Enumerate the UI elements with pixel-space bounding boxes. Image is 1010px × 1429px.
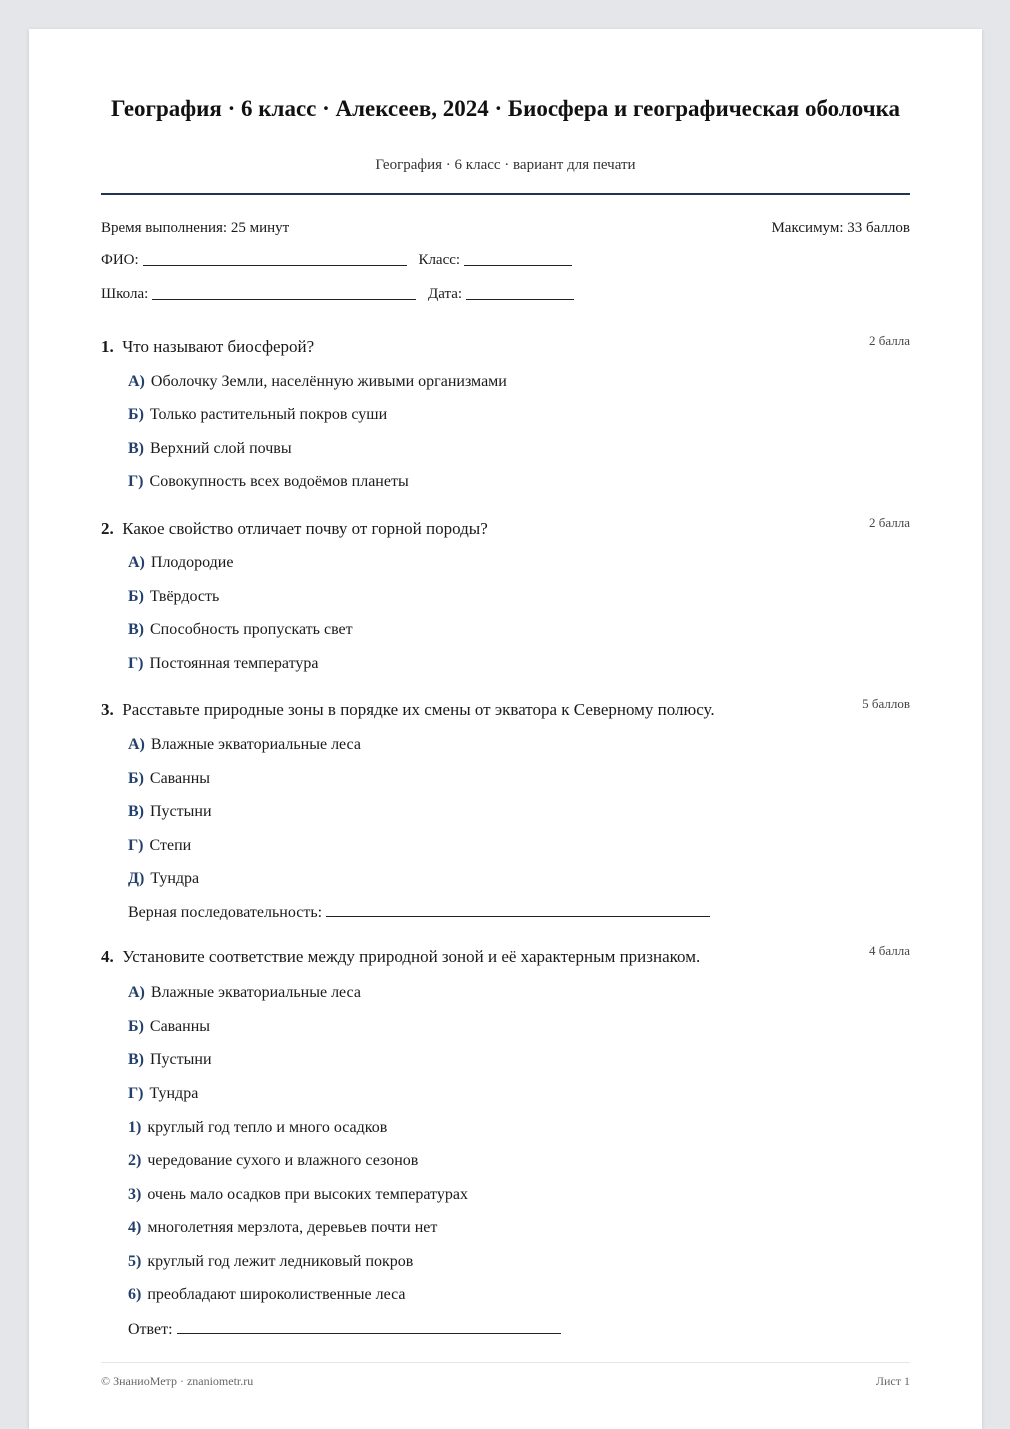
option-letter: Г) (128, 655, 144, 672)
option-letter: 5) (128, 1253, 142, 1270)
question-number: 3. (101, 700, 114, 719)
option-letter: 4) (128, 1219, 142, 1236)
option-letter: В) (128, 1051, 144, 1068)
class-label: Класс: (418, 252, 461, 268)
option-text: Способность пропускать свет (150, 621, 353, 638)
match-item-1[interactable] (128, 1119, 387, 1137)
question-number: 1. (101, 337, 114, 356)
sequence-answer (128, 904, 710, 922)
header-divider (101, 193, 910, 195)
option-letter: А) (128, 554, 145, 571)
option-letter: А) (128, 373, 145, 390)
match-item-2[interactable] (128, 1152, 418, 1170)
option-text: Саванны (149, 770, 210, 787)
sequence-answer-field[interactable] (326, 904, 710, 917)
option-letter: Г) (128, 1085, 144, 1102)
date-label: Дата: (428, 286, 463, 302)
option-a[interactable] (128, 373, 507, 391)
question-number: 2. (101, 519, 114, 538)
option-letter: Г) (128, 837, 144, 854)
question-1 (101, 333, 910, 490)
question-header (101, 943, 910, 969)
match-item-3[interactable] (128, 1186, 468, 1204)
option-v[interactable] (128, 621, 353, 639)
date-field[interactable] (466, 285, 574, 300)
question-header (101, 333, 910, 359)
option-v[interactable] (128, 1051, 212, 1069)
match-item-5[interactable] (128, 1253, 413, 1271)
option-a[interactable] (128, 554, 233, 572)
question-points: 2 балла (869, 515, 910, 530)
option-text: Пустыни (150, 1051, 212, 1068)
school-field[interactable] (152, 285, 416, 300)
test-meta (101, 220, 910, 237)
option-text: Постоянная температура (149, 655, 319, 672)
option-b[interactable] (128, 588, 219, 606)
question-number: 4. (101, 947, 114, 966)
option-letter: А) (128, 984, 145, 1001)
test-sheet (29, 29, 982, 1429)
school-label: Школа: (101, 286, 149, 302)
footer-divider (101, 1362, 910, 1363)
option-a[interactable] (128, 736, 361, 754)
page-title: География · 6 класс · Алексеев, 2024 · Биосфера и географическая оболочка (110, 96, 901, 121)
option-text: очень мало осадков при высоких температурах (147, 1186, 468, 1203)
option-text: Тундра (149, 1085, 199, 1102)
question-points: 5 баллов (862, 696, 910, 711)
option-text: Саванны (149, 1018, 210, 1035)
option-letter: 1) (128, 1119, 142, 1136)
option-letter: Д) (128, 870, 145, 887)
fio-field[interactable] (143, 251, 407, 266)
match-item-6[interactable] (128, 1286, 406, 1304)
option-letter: 3) (128, 1186, 142, 1203)
fields-row-1 (101, 251, 580, 271)
option-text: преобладают широколиственные леса (147, 1286, 406, 1303)
time-limit: Время выполнения: 25 минут (101, 220, 290, 236)
question-text: Что называют биосферой? (122, 337, 315, 356)
match-answer-label: Ответ: (128, 1321, 173, 1338)
option-b[interactable] (128, 770, 210, 788)
question-text: Установите соответствие между природной зоной и её характерным признаком. (122, 947, 701, 966)
option-text: Плодородие (150, 554, 234, 571)
option-letter: Б) (128, 1018, 144, 1035)
question-points: 2 балла (869, 333, 910, 348)
match-answer-field[interactable] (177, 1321, 561, 1334)
option-text: Тундра (150, 870, 200, 887)
option-text: чередование сухого и влажного сезонов (147, 1152, 419, 1169)
option-letter: В) (128, 440, 144, 457)
option-text: круглый год лежит ледниковый покров (147, 1253, 414, 1270)
page-footer (101, 1374, 910, 1389)
option-g[interactable] (128, 837, 191, 855)
option-text: многолетняя мерзлота, деревьев почти нет (147, 1219, 438, 1236)
option-text: Совокупность всех водоёмов планеты (149, 473, 409, 490)
match-answer (128, 1321, 561, 1339)
sequence-answer-label: Верная последовательность: (128, 904, 323, 921)
option-b[interactable] (128, 1018, 210, 1036)
option-d[interactable] (128, 870, 199, 888)
question-text: Какое свойство отличает почву от горной породы? (122, 519, 488, 538)
option-a[interactable] (128, 984, 361, 1002)
option-text: круглый год тепло и много осадков (147, 1119, 388, 1136)
sheet-number: Лист 1 (875, 1374, 910, 1388)
option-v[interactable] (128, 803, 212, 821)
option-letter: В) (128, 803, 144, 820)
match-item-4[interactable] (128, 1219, 437, 1237)
option-v[interactable] (128, 440, 292, 458)
option-b[interactable] (128, 406, 387, 424)
question-3 (101, 696, 910, 921)
option-text: Влажные экваториальные леса (150, 736, 361, 753)
option-text: Только растительный покров суши (149, 406, 388, 423)
option-letter: 6) (128, 1286, 142, 1303)
question-text: Расставьте природные зоны в порядке их смены от экватора к Северному полюсу. (122, 700, 715, 719)
question-2 (101, 515, 910, 672)
footer-copyright: © ЗнаниоМетр · znaniometr.ru (101, 1374, 254, 1388)
option-g[interactable] (128, 655, 318, 673)
option-text: Твёрдость (149, 588, 220, 605)
max-score: Максимум: 33 баллов (771, 220, 910, 236)
option-text: Оболочку Земли, населённую живыми организмами (150, 373, 507, 390)
option-letter: Б) (128, 406, 144, 423)
question-header (101, 515, 910, 541)
page-subtitle: География · 6 класс · вариант для печати (375, 157, 636, 173)
option-letter: Г) (128, 473, 144, 490)
option-letter: Б) (128, 588, 144, 605)
question-header (101, 696, 910, 722)
fio-label: ФИО: (101, 252, 139, 268)
class-field[interactable] (464, 251, 572, 266)
option-text: Степи (149, 837, 192, 854)
option-text: Пустыни (150, 803, 212, 820)
option-g[interactable] (128, 473, 409, 491)
option-letter: Б) (128, 770, 144, 787)
option-text: Верхний слой почвы (150, 440, 292, 457)
option-letter: А) (128, 736, 145, 753)
option-text: Влажные экваториальные леса (150, 984, 361, 1001)
option-letter: В) (128, 621, 144, 638)
question-4 (101, 943, 910, 1338)
fields-row-2 (101, 285, 582, 305)
option-letter: 2) (128, 1152, 142, 1169)
question-points: 4 балла (869, 943, 910, 958)
option-g[interactable] (128, 1085, 198, 1103)
